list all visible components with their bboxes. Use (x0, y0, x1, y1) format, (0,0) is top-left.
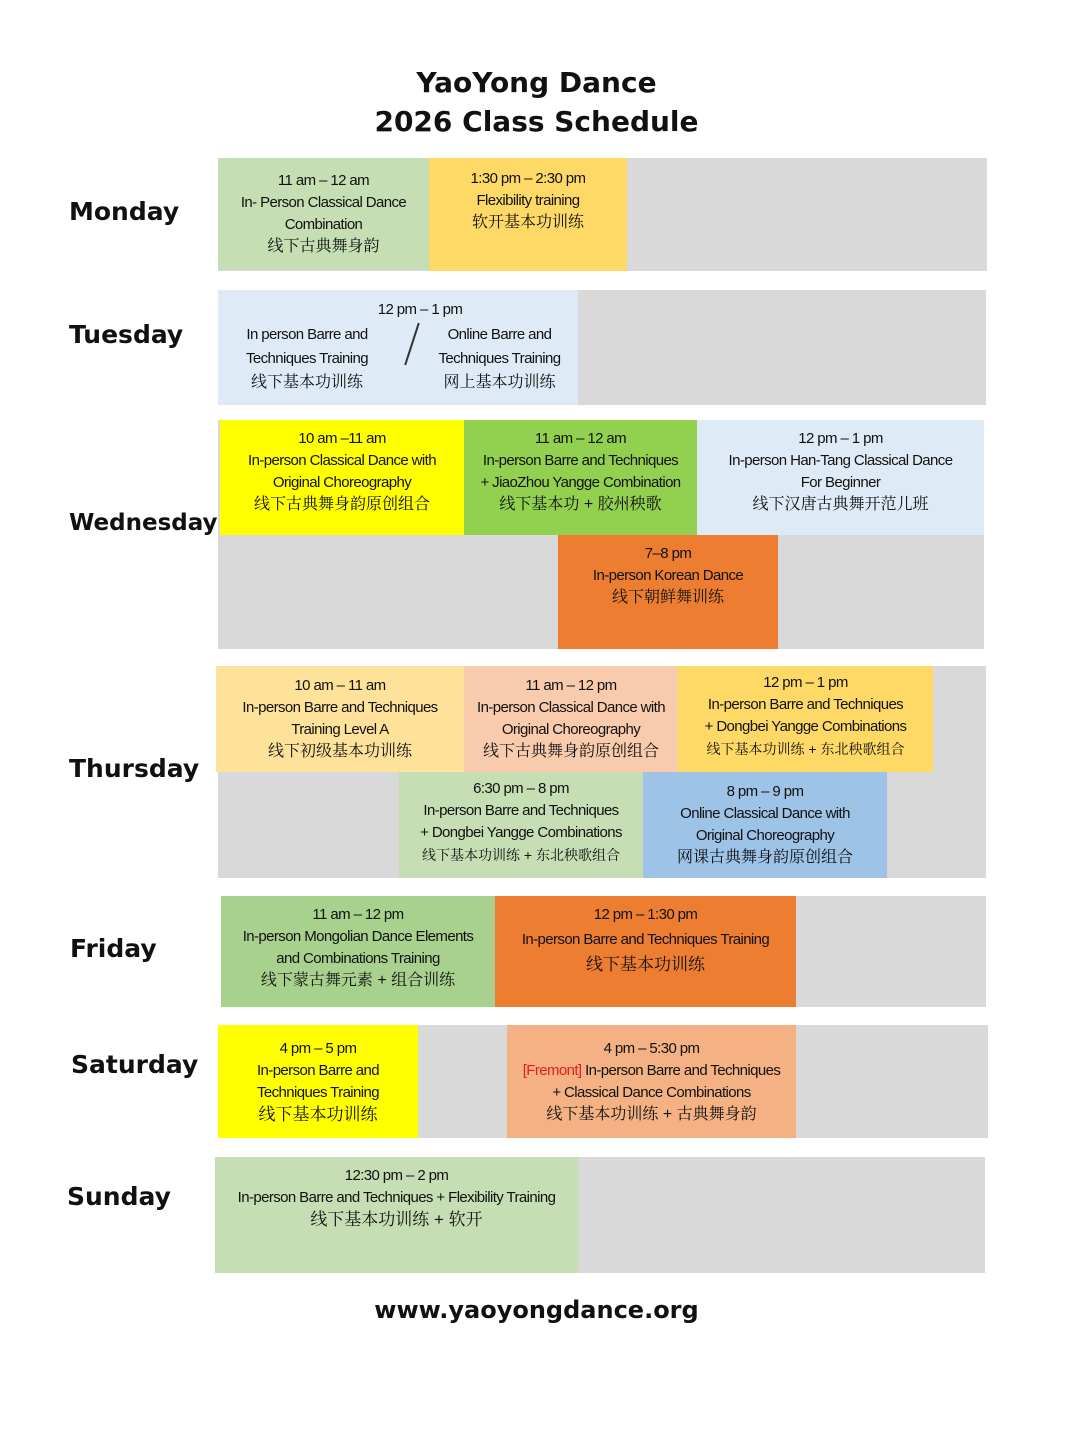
class-chinese-name: 线下基本功训练 + 东北秧歌组合 (706, 741, 905, 757)
class-title-line: In-person Mongolian Dance Elements (242, 928, 474, 945)
class-chinese-name: 线下汉唐古典舞开范儿班 (752, 496, 929, 513)
schedule-title: 2026 Class Schedule (374, 105, 699, 138)
day-label-saturday: Saturday (71, 1050, 199, 1079)
class-time: 1:30 pm – 2:30 pm (470, 170, 586, 187)
class-time: 12 pm – 1:30 pm (593, 906, 698, 923)
class-title-line: + JiaoZhou Yangge Combination (480, 474, 681, 491)
class-chinese-name: 软开基本功训练 (471, 214, 584, 231)
day-label-thursday: Thursday (69, 754, 200, 783)
class-title-line: Training Level A (291, 721, 389, 738)
day-label-monday: Monday (69, 197, 180, 226)
class-chinese-name: 线下古典舞身韵 (267, 238, 380, 255)
class-time: 10 am – 11 am (294, 677, 386, 694)
class-title-line: Techniques Training (438, 350, 561, 367)
in-person-option (227, 323, 387, 395)
online-option (422, 323, 577, 395)
class-title-line: In-person Barre and (256, 1061, 379, 1079)
class-title-line: In-person Han-Tang Classical Dance (728, 452, 953, 469)
class-block (495, 896, 796, 1007)
class-block (216, 666, 464, 772)
class-block (221, 896, 495, 1007)
class-title-line: + Classical Dance Combinations (552, 1083, 751, 1101)
class-block (464, 420, 697, 535)
class-block (464, 666, 678, 772)
class-title-line: In-person Barre and Techniques (423, 802, 619, 819)
class-title-line: + Dongbei Yangge Combinations (420, 824, 622, 841)
class-chinese-name: 线下蒙古舞元素 + 组合训练 (260, 972, 456, 989)
class-time: 12 pm – 1 pm (763, 674, 848, 691)
class-time: 6:30 pm – 8 pm (473, 780, 569, 797)
class-title-line: In-person Barre and Techniques (707, 696, 904, 713)
class-title-line: In-person Classical Dance with (248, 452, 436, 469)
class-title-line: Original Choreography (501, 721, 641, 738)
class-chinese-name: 线下基本功训练 (250, 374, 363, 391)
class-time: 7–8 pm (644, 545, 692, 562)
class-time: 12:30 pm – 2 pm (344, 1167, 449, 1184)
class-title-text: In-person Barre and Techniques (585, 1061, 781, 1079)
class-chinese-name: 线下古典舞身韵原创组合 (253, 496, 430, 513)
day-label-friday: Friday (70, 934, 157, 963)
class-title-line: In-person Barre and Techniques (482, 452, 679, 469)
class-chinese-name: 线下基本功训练 (258, 1104, 378, 1124)
class-chinese-name: 网课古典舞身韵原创组合 (676, 849, 853, 866)
class-title-line: Techniques Training (245, 350, 369, 367)
class-title-line: In-person Barre and Techniques (242, 699, 438, 716)
class-block (218, 158, 429, 270)
class-chinese-name: 线下基本功训练 + 古典舞身韵 (546, 1105, 757, 1123)
class-time-text: 12 pm – 1 pm (377, 301, 463, 318)
class-time: 8 pm – 9 pm (726, 783, 804, 800)
class-title-line: In- Person Classical Dance (240, 194, 407, 211)
class-title-line: Online Barre and (447, 326, 552, 343)
website-url: www.yaoyongdance.org (374, 1296, 699, 1324)
class-block (558, 535, 778, 649)
class-title-line: + Dongbei Yangge Combinations (704, 718, 907, 735)
class-title-line: For Beginner (800, 474, 881, 491)
class-time: 4 pm – 5 pm (279, 1039, 357, 1057)
class-title-line: In person Barre and (246, 326, 368, 343)
class-chinese-name: 网上基本功训练 (443, 374, 556, 391)
class-block (399, 772, 643, 878)
studio-name: YaoYong Dance (416, 66, 657, 99)
class-time (377, 298, 463, 322)
class-block (643, 772, 887, 878)
class-title-line: In-person Classical Dance with (477, 699, 665, 716)
class-title-line: and Combinations Training (276, 950, 440, 967)
class-title-line: Combination (284, 216, 363, 233)
class-title-line: Techniques Training (256, 1083, 380, 1101)
class-time: 11 am – 12 am (534, 430, 627, 447)
class-chinese-name: 线下基本功 + 胶州秧歌 (499, 496, 662, 513)
class-time: 11 am – 12 pm (312, 906, 404, 923)
class-time: 11 am – 12 pm (525, 677, 617, 694)
class-chinese-name: 线下初级基本功训练 (267, 743, 412, 760)
class-title-line: Flexibility training (476, 192, 580, 209)
class-title-line: Online Classical Dance with (680, 805, 850, 822)
class-time: 11 am – 12 am (277, 172, 370, 189)
class-title-line: Original Choreography (272, 474, 412, 491)
class-time: 10 am –11 am (298, 430, 386, 447)
class-block (697, 420, 984, 535)
location-tag: [Fremont] (522, 1061, 582, 1079)
class-title-line: In-person Korean Dance (592, 567, 744, 584)
class-chinese-name: 线下基本功训练 (586, 955, 705, 974)
class-time: 12 pm – 1 pm (798, 430, 883, 447)
class-title-line (523, 1060, 781, 1082)
class-chinese-name: 线下朝鲜舞训练 (611, 589, 724, 606)
class-title-line: In-person Barre and Techniques + Flexibility Training (237, 1189, 556, 1206)
class-block (218, 1025, 418, 1138)
class-block (678, 666, 933, 772)
class-time: 4 pm – 5:30 pm (603, 1039, 700, 1057)
day-label-wednesday: Wednesday (69, 510, 218, 536)
class-block (429, 158, 627, 271)
class-title-line: Original Choreography (695, 827, 835, 844)
class-block (215, 1157, 578, 1273)
class-chinese-name: 线下基本功训练 + 东北秧歌组合 (422, 847, 620, 863)
class-title-line: In-person Barre and Techniques Training (521, 931, 770, 948)
class-chinese-name: 线下古典舞身韵原创组合 (482, 743, 659, 760)
class-chinese-name: 线下基本功训练 + 软开 (310, 1210, 483, 1229)
class-block (507, 1025, 796, 1138)
day-label-tuesday: Tuesday (69, 320, 184, 349)
day-label-sunday: Sunday (67, 1182, 171, 1211)
class-block (220, 420, 464, 535)
